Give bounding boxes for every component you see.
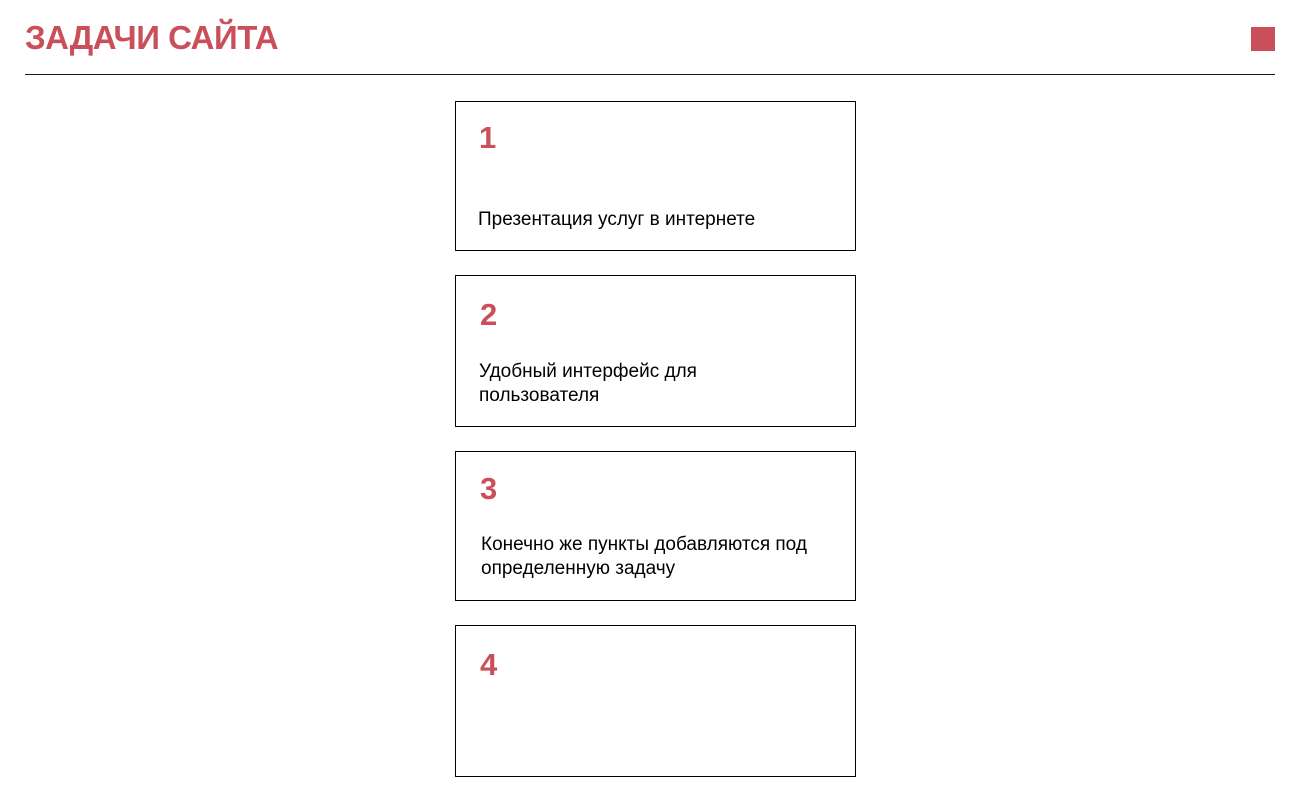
task-number: 3 [480, 471, 498, 506]
task-text: Удобный интерфейс для пользователя [479, 361, 697, 406]
square-icon [1251, 27, 1275, 51]
task-text: Презентация услуг в интернете [478, 209, 756, 230]
task-number: 4 [480, 647, 498, 682]
task-card-3 [455, 451, 856, 601]
task-text: Конечно же пункты добавляются под определенную задачу [481, 534, 807, 579]
task-card-2 [455, 275, 856, 427]
task-number: 2 [480, 297, 498, 332]
task-card-4 [455, 625, 856, 777]
page-title: ЗАДАЧИ САЙТА [25, 19, 279, 56]
header-divider [25, 74, 1275, 75]
task-card-1 [455, 101, 856, 251]
task-number: 1 [479, 120, 497, 155]
